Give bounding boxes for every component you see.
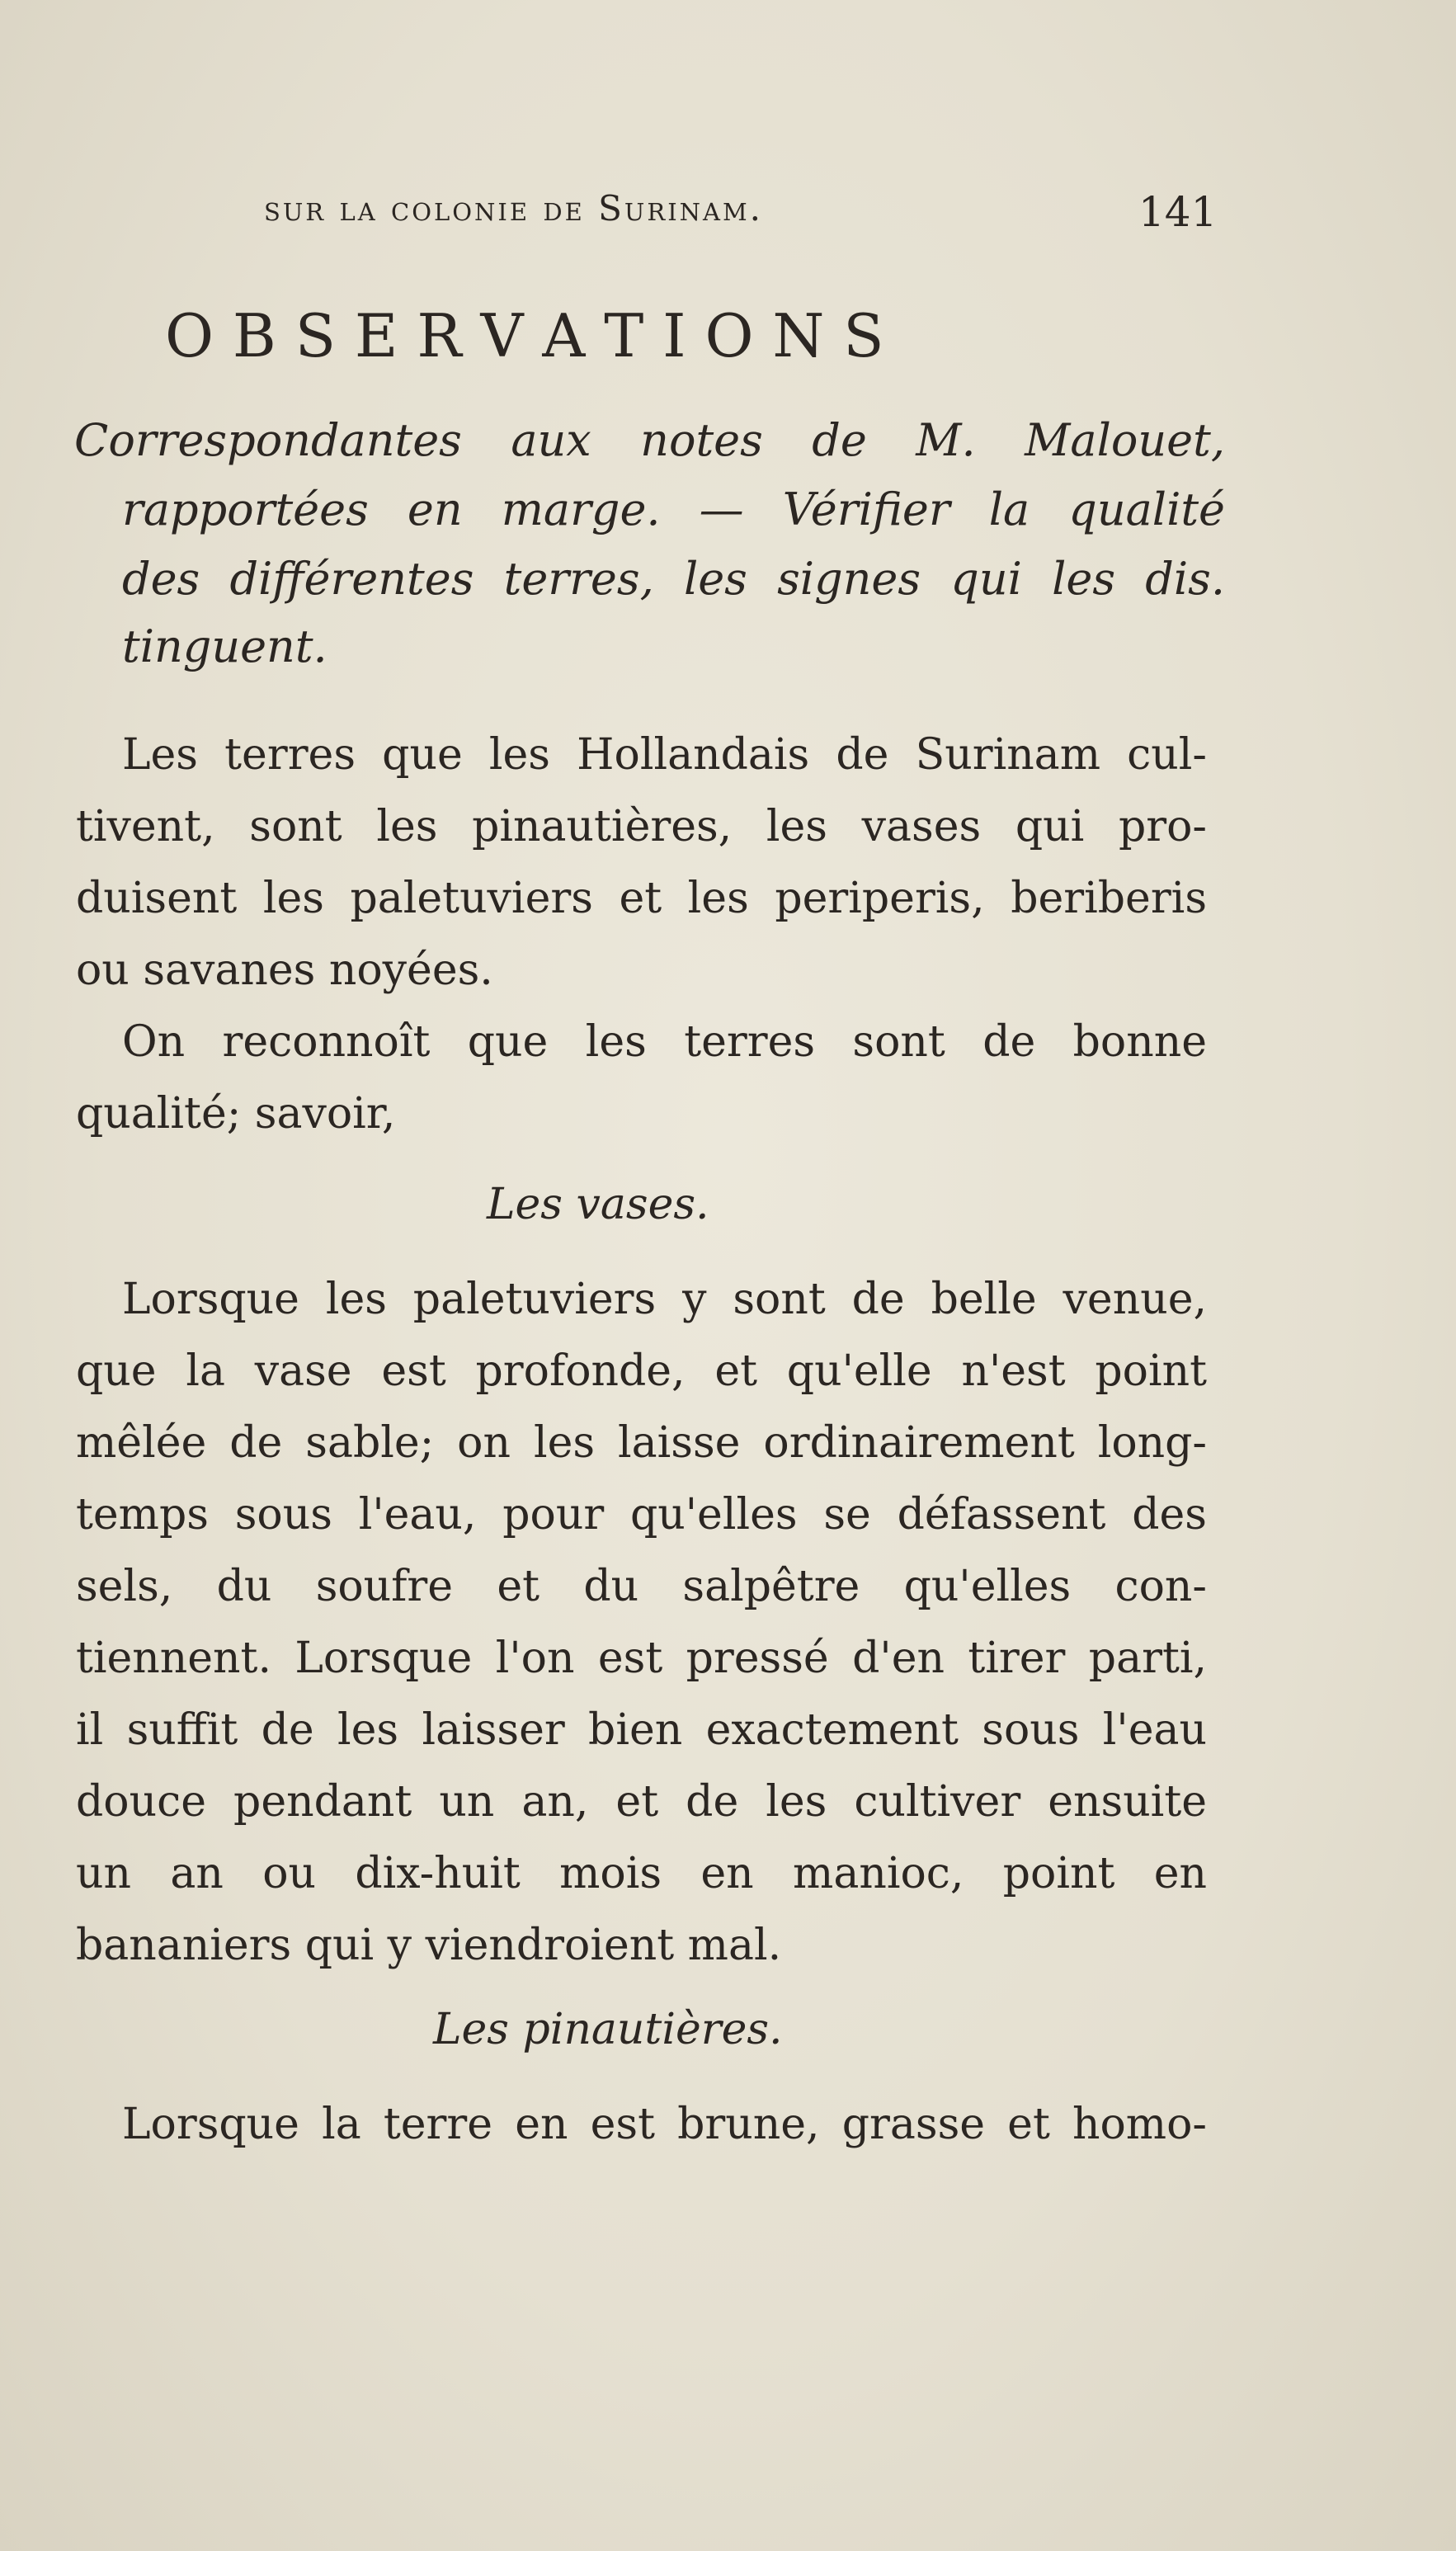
body-line: qualité; savoir,: [76, 1089, 396, 1139]
body-line: sels, du soufre et du salpêtre qu'elles con-: [76, 1562, 1207, 1611]
body-line: tiennent. Lorsque l'on est pressé d'en tirer parti,: [76, 1634, 1207, 1683]
body-line: bananiers qui y viendroient mal.: [76, 1921, 782, 1970]
body-line: tivent, sont les pinautières, les vases qui pro-: [76, 802, 1207, 851]
body-line: duisent les paletuviers et les periperis, beriberis: [76, 874, 1207, 923]
body-line: ou savanes noyées.: [76, 945, 493, 995]
body-line: Lorsque la terre en est brune, grasse et homo-: [122, 2100, 1207, 2149]
body-line: temps sous l'eau, pour qu'elles se défassent des: [76, 1490, 1207, 1540]
section-title: O B S E R V A T I O N S: [165, 301, 884, 370]
body-line: mêlée de sable; on les laisse ordinairement long-: [76, 1418, 1207, 1468]
body-line: un an ou dix-huit mois en manioc, point en: [76, 1849, 1207, 1898]
subtitle-line: rapportées en marge. — Vérifier la qualité: [122, 483, 1225, 535]
subtitle-line: tinguent.: [122, 620, 327, 672]
running-head: sur la colonie de Surinam.: [264, 188, 764, 229]
body-line: On reconnoît que les terres sont de bonne: [122, 1017, 1207, 1067]
body-line: que la vase est profonde, et qu'elle n'est point: [76, 1346, 1207, 1396]
body-line: douce pendant un an, et de les cultiver ensuite: [76, 1777, 1207, 1827]
body-line: Les terres que les Hollandais de Surinam cul-: [122, 730, 1207, 780]
body-line: Lorsque les paletuviers y sont de belle venue,: [122, 1275, 1207, 1324]
body-line: il suffit de les laisser bien exactement sous l'eau: [76, 1705, 1207, 1755]
section-heading: Les pinautières.: [433, 2005, 783, 2054]
subtitle-line: des différentes terres, les signes qui les dis.: [122, 553, 1225, 605]
section-heading: Les vases.: [487, 1180, 709, 1229]
page-number: 141: [1138, 188, 1218, 236]
subtitle-line: Correspondantes aux notes de M. Malouet,: [74, 414, 1225, 466]
